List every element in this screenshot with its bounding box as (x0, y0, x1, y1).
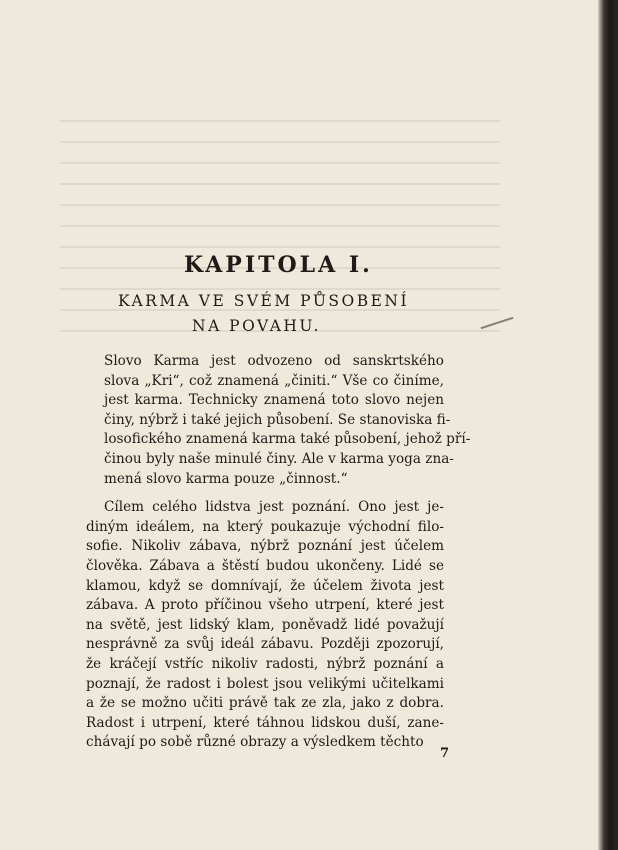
text-line: losofického znamená karma také působení, jehož pří- (104, 431, 471, 448)
text-line: Radost i utrpení, které táhnou lidskou duší, zane- (86, 714, 444, 731)
text-line: mená slovo karma pouze „činnost.“ (104, 470, 348, 487)
bleed-through-text (60, 120, 500, 350)
text-line: jest karma. Technicky znamená toto slovo nejen (104, 392, 444, 409)
text-line: činou byly naše minulé činy. Ale v karma yoga zna- (104, 450, 454, 467)
chapter-title: KAPITOLA I. (184, 252, 373, 278)
text-line: poznají, že radost i bolest jsou velikými učitelkami (86, 675, 444, 692)
text-line: činy, nýbrž i také jejich působení. Se stanoviska fi- (104, 411, 451, 428)
text-line: Cílem celého lidstva jest poznání. Ono jest je- (104, 499, 444, 516)
text-line: diným ideálem, na který poukazuje východní filo- (86, 518, 444, 535)
text-line: slova „Kri“, což znamená „činiti.“ Vše co činíme, (104, 372, 444, 389)
text-line: chávají po sobě různé obrazy a výsledkem těchto (86, 734, 424, 751)
text-line: klamou, když se domnívají, že účelem života jest (86, 577, 444, 594)
paragraph-1 (86, 352, 471, 489)
chapter-subtitle-line-2: NA POVAHU. (192, 317, 321, 335)
paragraph-gap (86, 489, 444, 498)
text-line: zábava. A proto příčinou všeho utrpení, které jest (86, 597, 444, 614)
text-line: sofie. Nikoliv zábava, nýbrž poznání jest účelem (86, 538, 444, 555)
text-line: Slovo Karma jest odvozeno od sanskrtského (104, 353, 444, 369)
body-text (86, 352, 471, 753)
page-edge-shadow (598, 0, 618, 850)
page-number: 7 (440, 746, 450, 761)
paragraph-2 (86, 498, 444, 753)
text-line: člověka. Zábava a štěstí budou ukončeny. Lidé se (86, 557, 444, 574)
text-line: nesprávně za svůj ideál zábavu. Později zpozorují, (86, 636, 444, 653)
text-line: na světě, jest lidský klam, poněvadž lidé považují (86, 616, 444, 633)
chapter-subtitle-line-1: KARMA VE SVÉM PŮSOBENÍ (118, 292, 410, 310)
text-line: že kráčejí vstříc nikoliv radosti, nýbrž poznání a (86, 655, 444, 672)
text-line: a že se možno učiti právě tak ze zla, jako z dobra. (86, 695, 444, 712)
